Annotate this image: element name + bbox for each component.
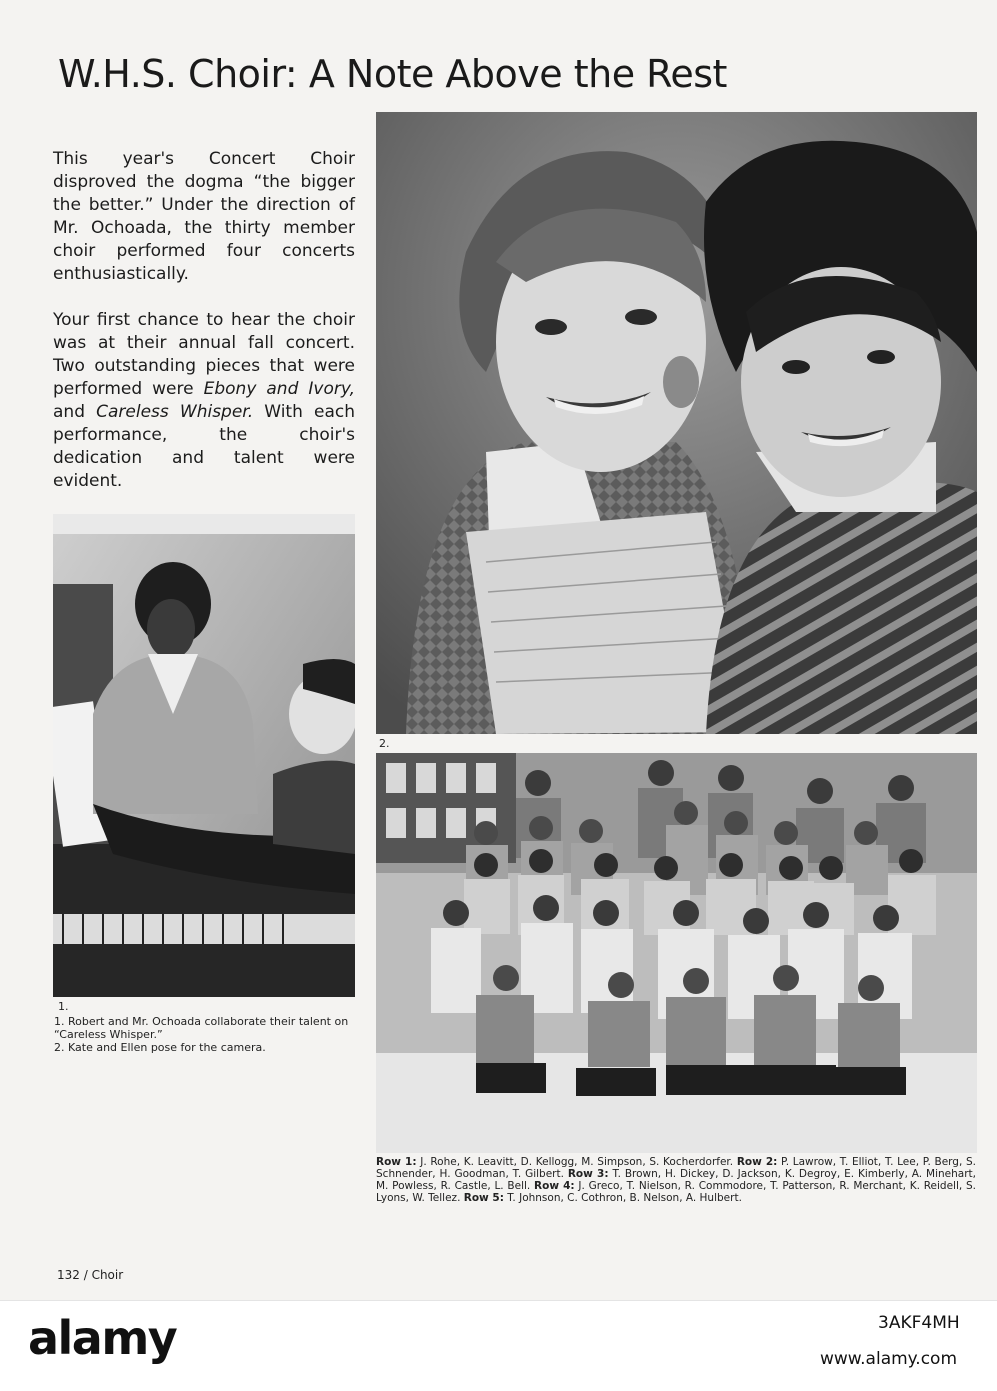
paragraph-2-and: and [53,402,97,422]
row-2-label: Row 2: [736,1156,778,1168]
row-1-names: J. Rohe, K. Leavitt, D. Kellogg, M. Simpson, S. Kocherdorfer. [416,1156,737,1168]
row-5-label: Row 5: [463,1192,504,1204]
piano-photo-image [53,514,355,997]
choir-roster [376,1156,976,1204]
row-3-label: Row 3: [567,1168,609,1180]
article-body [53,148,355,516]
alamy-logo: alamy [28,1311,177,1365]
photo-piano-rehearsal [53,514,355,997]
paragraph-2-start: Your first chance to hear the choir was at their annual fall concert. Two outstanding pieces that were performed were [53,310,355,399]
song-ebony-and-ivory: Ebony and Ivory, [203,379,356,399]
row-4-names: J. Greco, T. Nielson, R. Commodore, T. Patterson, R. Merchant, K. Reidell, S. Lyons, W. Tellez. [376,1180,976,1204]
paragraph-2-end: With each performance, the choir's dedication and talent were evident. [53,402,355,491]
row-4-label: Row 4: [534,1180,575,1192]
stock-watermark-footer [0,1300,997,1391]
caption-1: 1. Robert and Mr. Ochoada collaborate their talent on “Careless Whisper.” [54,1015,349,1041]
image-id: 3AKF4MH [878,1313,960,1333]
row-3-names: T. Brown, H. Dickey, D. Jackson, K. Degroy, E. Kimberly, A. Minehart, M. Powless, R. Castle, L. Bell. [376,1168,976,1192]
row-2-names: P. Lawrow, T. Elliot, T. Lee, P. Berg, S. Schnender, H. Goodman, T. Gilbert. [376,1156,976,1180]
group-photo-image [376,753,977,1153]
photo-2-number: 2. [379,737,390,750]
source-url: www.alamy.com [820,1349,958,1369]
duo-photo-image [376,112,977,734]
photo-captions [54,1015,364,1054]
paragraph-2 [53,309,355,493]
photo-choir-group [376,753,977,1153]
caption-2: 2. Kate and Ellen pose for the camera. [54,1041,266,1054]
song-careless-whisper: Careless Whisper. [96,402,254,422]
row-5-names: T. Johnson, C. Cothron, B. Nelson, A. Hulbert. [503,1192,742,1204]
photo-kate-and-ellen [376,112,977,734]
page-title: W.H.S. Choir: A Note Above the Rest [58,52,727,96]
paragraph-1: This year's Concert Choir disproved the dogma “the bigger the better.” Under the direction of Mr. Ochoada, the thirty member choir performed four concerts enthusiastically. [53,149,355,284]
photo-1-number: 1. [58,1000,69,1013]
page-folio: 132 / Choir [57,1268,124,1282]
row-1-label: Row 1: [376,1156,417,1168]
